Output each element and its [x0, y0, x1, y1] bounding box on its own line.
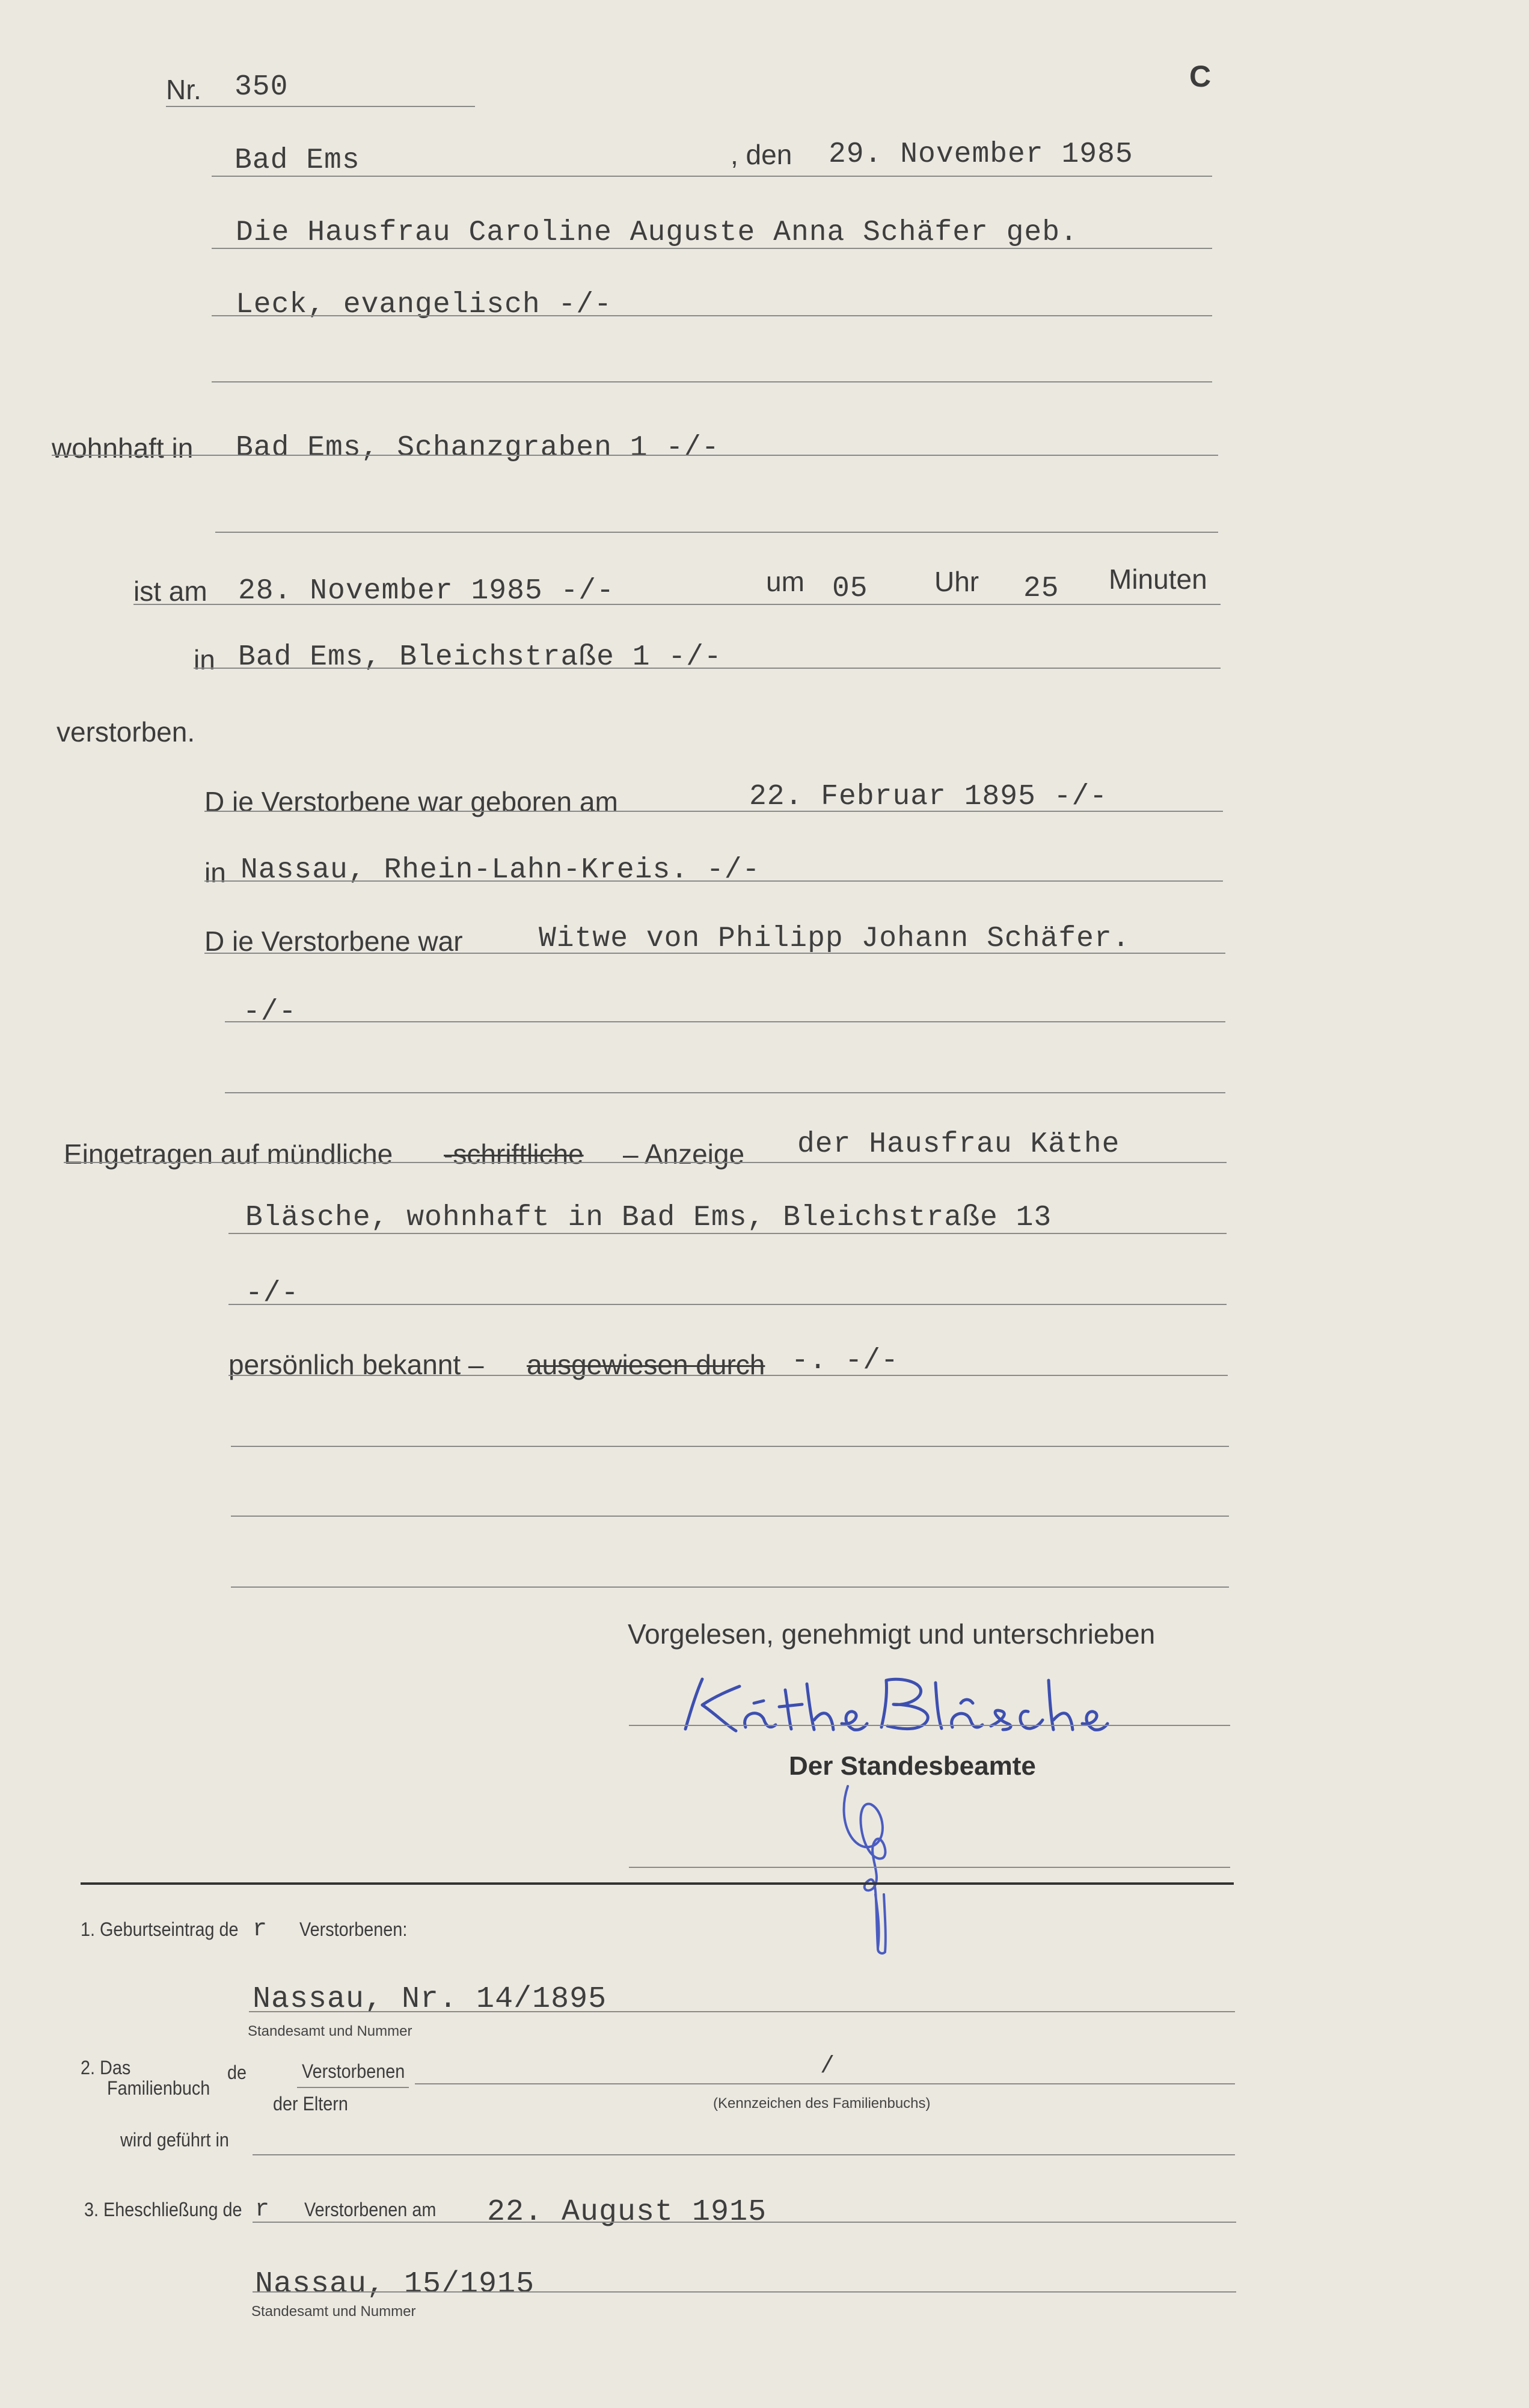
footer-item3-value-rule [253, 2291, 1236, 2293]
declarant-line-2-rule [212, 315, 1212, 316]
official-label: Der Standesbeamte [789, 1751, 1036, 1781]
footer-item2-num: 2. Das [81, 2057, 131, 2078]
registered-rule-3 [228, 1304, 1227, 1305]
registered-rule-2 [228, 1233, 1227, 1234]
death-date: 28. November 1985 -/- [238, 575, 614, 607]
residence-value: Bad Ems, Schanzgraben 1 -/- [236, 432, 720, 464]
footer-item2-option-rule [297, 2087, 409, 2088]
corner-letter: C [1189, 60, 1212, 93]
marital-rule [204, 953, 1225, 954]
footer-item1-label-b: Verstorbenen: [299, 1918, 408, 1940]
blank-rule-3 [225, 1092, 1225, 1093]
birth-place-rule [204, 880, 1223, 882]
nr-label: Nr. [166, 74, 201, 105]
birth-place: Nassau, Rhein-Lahn-Kreis. -/- [241, 854, 761, 886]
birth-label: D ie Verstorbene war geboren am [204, 786, 618, 817]
footer-item3-label: 3. Eheschließung de [84, 2199, 242, 2220]
declarant-line-1: Die Hausfrau Caroline Auguste Anna Schäfer geb. [236, 217, 1078, 249]
death-date-label: ist am [133, 576, 207, 607]
declarant-line-2: Leck, evangelisch -/- [236, 289, 612, 321]
footer-item2-verstorbenen: Verstorbenen [302, 2060, 405, 2082]
footer-item2-wird: wird geführt in [120, 2129, 229, 2151]
footer-item1-caption: Standesamt und Nummer [248, 2023, 412, 2039]
footer-item2-wird-rule [253, 2154, 1235, 2155]
registered-anzeige: – Anzeige [623, 1138, 745, 1170]
minuten-label: Minuten [1109, 564, 1207, 595]
marital-cont-rule [225, 1021, 1225, 1022]
footer-item2-familienbuch: Familienbuch [107, 2077, 210, 2099]
footer-item1-value: Nassau, Nr. 14/1895 [253, 1982, 607, 2016]
um-label: um [766, 566, 804, 597]
read-approved-text: Vorgelesen, genehmigt und unterschrieben [628, 1618, 1156, 1650]
birth-date-rule [204, 811, 1223, 812]
footer-item3-label-b: Verstorbenen am [304, 2199, 437, 2220]
footer-item1-rule [249, 2011, 1235, 2012]
death-minutes: 25 [1023, 573, 1059, 605]
registered-value-2: Bläsche, wohnhaft in Bad Ems, Bleichstraße 13 [245, 1202, 1052, 1234]
identity-value: -. -/- [791, 1345, 899, 1377]
registered-rule-1 [64, 1162, 1227, 1163]
death-place-label: in [194, 644, 215, 675]
uhr-label: Uhr [934, 566, 979, 597]
blank-rule-4 [231, 1446, 1229, 1447]
blank-rule-2 [215, 532, 1218, 533]
registered-value-1: der Hausfrau Käthe [797, 1128, 1120, 1161]
nr-line [166, 106, 475, 107]
footer-item3-caption: Standesamt und Nummer [251, 2303, 416, 2320]
official-signature-mark [818, 1774, 926, 1955]
footer-item2-caption: (Kennzeichen des Familienbuchs) [713, 2095, 931, 2112]
death-hour: 05 [832, 573, 868, 605]
blank-rule-6 [231, 1586, 1229, 1588]
section-separator [81, 1882, 1234, 1885]
place-date-line [212, 176, 1212, 177]
footer-item3-value: Nassau, 15/1915 [255, 2267, 535, 2302]
death-place: Bad Ems, Bleichstraße 1 -/- [238, 641, 722, 674]
footer-item1-suffix: r [253, 1916, 268, 1943]
official-signature-rule [629, 1867, 1230, 1868]
death-date-rule [133, 604, 1221, 605]
footer-item2-de: de [227, 2062, 247, 2083]
marital-cont: -/- [243, 996, 297, 1028]
signature-rule [629, 1725, 1230, 1726]
death-place-rule [194, 668, 1221, 669]
footer-item2-slash: / [820, 2053, 836, 2080]
footer-item3-date: 22. August 1915 [487, 2195, 767, 2229]
footer-item2-rule [415, 2083, 1235, 2084]
verstorben-label: verstorben. [57, 716, 195, 748]
document-date: 29. November 1985 [829, 138, 1133, 171]
den-label: , den [731, 139, 792, 170]
birth-place-label: in [204, 857, 226, 888]
residence-rule [52, 455, 1218, 456]
footer-item1-label: 1. Geburtseintrag de [81, 1918, 239, 1940]
registered-value-3: -/- [245, 1277, 299, 1310]
footer-item2-eltern: der Eltern [273, 2093, 348, 2115]
footer-item3-suffix: r [255, 2196, 271, 2223]
declarant-line-1-rule [212, 248, 1212, 249]
birth-date: 22. Februar 1895 -/- [749, 781, 1108, 813]
marital-label: D ie Verstorbene war [204, 926, 463, 957]
signature-kaethe-blaesche [673, 1672, 1106, 1744]
registered-struck: -schriftliche [444, 1138, 584, 1170]
registered-label: Eingetragen auf mündliche [64, 1138, 393, 1170]
nr-value: 350 [234, 71, 289, 103]
place-value: Bad Ems [234, 144, 360, 177]
identity-rule [228, 1375, 1228, 1376]
blank-rule-1 [212, 381, 1212, 382]
identity-label: persönlich bekannt – [228, 1349, 484, 1380]
identity-struck: ausgewiesen durch [527, 1349, 765, 1380]
blank-rule-5 [231, 1516, 1229, 1517]
marital-value: Witwe von Philipp Johann Schäfer. [539, 923, 1130, 955]
footer-item3-rule [253, 2222, 1236, 2223]
residence-label: wohnhaft in [52, 432, 194, 464]
